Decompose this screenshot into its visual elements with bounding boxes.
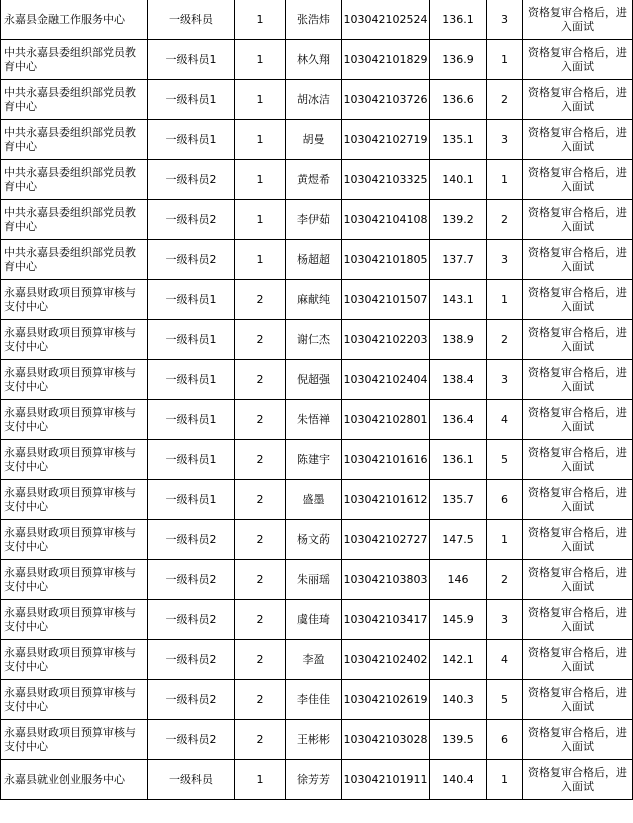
ticket-number-cell: 103042103803 <box>342 560 430 600</box>
ticket-number-cell: 103042101829 <box>342 40 430 80</box>
table-row <box>1 120 633 160</box>
position-cell: 一级科员2 <box>148 640 235 680</box>
table-row <box>1 560 633 600</box>
quota-cell: 1 <box>235 240 286 280</box>
rank-cell: 2 <box>487 200 523 240</box>
remark-cell: 资格复审合格后，进入面试 <box>523 440 633 480</box>
ticket-number-cell: 103042102404 <box>342 360 430 400</box>
unit-cell: 中共永嘉县委组织部党员教育中心 <box>1 40 148 80</box>
remark-cell: 资格复审合格后，进入面试 <box>523 680 633 720</box>
score-cell: 135.7 <box>430 480 487 520</box>
position-cell: 一级科员2 <box>148 680 235 720</box>
position-cell: 一级科员1 <box>148 80 235 120</box>
table-row <box>1 680 633 720</box>
candidate-name-cell: 陈建宇 <box>286 440 342 480</box>
quota-cell: 2 <box>235 440 286 480</box>
candidate-name-cell: 朱悟禅 <box>286 400 342 440</box>
table-row <box>1 480 633 520</box>
position-cell: 一级科员2 <box>148 720 235 760</box>
table-row <box>1 720 633 760</box>
unit-cell: 永嘉县财政项目预算审核与支付中心 <box>1 680 148 720</box>
position-cell: 一级科员1 <box>148 400 235 440</box>
ticket-number-cell: 103042104108 <box>342 200 430 240</box>
position-cell: 一级科员2 <box>148 160 235 200</box>
remark-cell: 资格复审合格后，进入面试 <box>523 200 633 240</box>
table-row <box>1 80 633 120</box>
candidate-name-cell: 朱丽瑶 <box>286 560 342 600</box>
quota-cell: 2 <box>235 480 286 520</box>
ticket-number-cell: 103042101616 <box>342 440 430 480</box>
rank-cell: 2 <box>487 320 523 360</box>
remark-cell: 资格复审合格后，进入面试 <box>523 720 633 760</box>
ticket-number-cell: 103042103028 <box>342 720 430 760</box>
ticket-number-cell: 103042102402 <box>342 640 430 680</box>
table-row <box>1 0 633 40</box>
candidate-name-cell: 王彬彬 <box>286 720 342 760</box>
rank-cell: 3 <box>487 360 523 400</box>
position-cell: 一级科员1 <box>148 40 235 80</box>
position-cell: 一级科员1 <box>148 320 235 360</box>
table-row <box>1 200 633 240</box>
unit-cell: 永嘉县财政项目预算审核与支付中心 <box>1 600 148 640</box>
score-cell: 135.1 <box>430 120 487 160</box>
remark-cell: 资格复审合格后，进入面试 <box>523 120 633 160</box>
unit-cell: 永嘉县财政项目预算审核与支付中心 <box>1 280 148 320</box>
unit-cell: 中共永嘉县委组织部党员教育中心 <box>1 80 148 120</box>
ticket-number-cell: 103042103726 <box>342 80 430 120</box>
score-cell: 145.9 <box>430 600 487 640</box>
remark-cell: 资格复审合格后，进入面试 <box>523 760 633 800</box>
position-cell: 一级科员 <box>148 0 235 40</box>
candidate-name-cell: 黄煜希 <box>286 160 342 200</box>
table-row <box>1 440 633 480</box>
position-cell: 一级科员1 <box>148 480 235 520</box>
candidate-name-cell: 麻献纯 <box>286 280 342 320</box>
rank-cell: 2 <box>487 560 523 600</box>
candidate-name-cell: 李佳佳 <box>286 680 342 720</box>
score-cell: 140.4 <box>430 760 487 800</box>
remark-cell: 资格复审合格后，进入面试 <box>523 240 633 280</box>
quota-cell: 1 <box>235 40 286 80</box>
rank-cell: 1 <box>487 760 523 800</box>
ticket-number-cell: 103042102801 <box>342 400 430 440</box>
score-cell: 143.1 <box>430 280 487 320</box>
unit-cell: 中共永嘉县委组织部党员教育中心 <box>1 120 148 160</box>
quota-cell: 1 <box>235 760 286 800</box>
table-body <box>1 0 633 800</box>
quota-cell: 2 <box>235 720 286 760</box>
ticket-number-cell: 103042101911 <box>342 760 430 800</box>
candidate-name-cell: 李伊茹 <box>286 200 342 240</box>
candidate-name-cell: 杨文菂 <box>286 520 342 560</box>
rank-cell: 1 <box>487 520 523 560</box>
remark-cell: 资格复审合格后，进入面试 <box>523 600 633 640</box>
unit-cell: 永嘉县财政项目预算审核与支付中心 <box>1 360 148 400</box>
table-row <box>1 320 633 360</box>
remark-cell: 资格复审合格后，进入面试 <box>523 320 633 360</box>
rank-cell: 6 <box>487 480 523 520</box>
score-cell: 137.7 <box>430 240 487 280</box>
unit-cell: 永嘉县财政项目预算审核与支付中心 <box>1 400 148 440</box>
candidate-name-cell: 林久翔 <box>286 40 342 80</box>
ticket-number-cell: 103042103417 <box>342 600 430 640</box>
score-cell: 139.2 <box>430 200 487 240</box>
quota-cell: 2 <box>235 680 286 720</box>
quota-cell: 2 <box>235 600 286 640</box>
rank-cell: 5 <box>487 440 523 480</box>
candidate-name-cell: 盛墨 <box>286 480 342 520</box>
position-cell: 一级科员2 <box>148 240 235 280</box>
candidate-name-cell: 张浩炜 <box>286 0 342 40</box>
table-row <box>1 600 633 640</box>
rank-cell: 4 <box>487 640 523 680</box>
ticket-number-cell: 103042102619 <box>342 680 430 720</box>
remark-cell: 资格复审合格后，进入面试 <box>523 40 633 80</box>
rank-cell: 4 <box>487 400 523 440</box>
unit-cell: 永嘉县财政项目预算审核与支付中心 <box>1 440 148 480</box>
ticket-number-cell: 103042102727 <box>342 520 430 560</box>
score-cell: 147.5 <box>430 520 487 560</box>
candidate-name-cell: 李盈 <box>286 640 342 680</box>
table-row <box>1 520 633 560</box>
remark-cell: 资格复审合格后，进入面试 <box>523 360 633 400</box>
quota-cell: 2 <box>235 320 286 360</box>
position-cell: 一级科员2 <box>148 560 235 600</box>
score-cell: 138.4 <box>430 360 487 400</box>
score-cell: 140.3 <box>430 680 487 720</box>
unit-cell: 中共永嘉县委组织部党员教育中心 <box>1 240 148 280</box>
ticket-number-cell: 103042102524 <box>342 0 430 40</box>
ticket-number-cell: 103042102203 <box>342 320 430 360</box>
remark-cell: 资格复审合格后，进入面试 <box>523 0 633 40</box>
ticket-number-cell: 103042101805 <box>342 240 430 280</box>
unit-cell: 永嘉县财政项目预算审核与支付中心 <box>1 520 148 560</box>
quota-cell: 1 <box>235 0 286 40</box>
rank-cell: 1 <box>487 40 523 80</box>
score-cell: 142.1 <box>430 640 487 680</box>
score-cell: 136.1 <box>430 440 487 480</box>
score-cell: 136.9 <box>430 40 487 80</box>
position-cell: 一级科员2 <box>148 200 235 240</box>
table-row <box>1 240 633 280</box>
unit-cell: 永嘉县财政项目预算审核与支付中心 <box>1 560 148 600</box>
position-cell: 一级科员2 <box>148 520 235 560</box>
rank-cell: 6 <box>487 720 523 760</box>
remark-cell: 资格复审合格后，进入面试 <box>523 400 633 440</box>
rank-cell: 1 <box>487 160 523 200</box>
score-cell: 136.1 <box>430 0 487 40</box>
quota-cell: 2 <box>235 640 286 680</box>
candidate-name-cell: 徐芳芳 <box>286 760 342 800</box>
remark-cell: 资格复审合格后，进入面试 <box>523 560 633 600</box>
candidate-name-cell: 倪超强 <box>286 360 342 400</box>
quota-cell: 1 <box>235 200 286 240</box>
unit-cell: 永嘉县财政项目预算审核与支付中心 <box>1 320 148 360</box>
table-row <box>1 160 633 200</box>
position-cell: 一级科员1 <box>148 440 235 480</box>
score-cell: 136.4 <box>430 400 487 440</box>
position-cell: 一级科员1 <box>148 280 235 320</box>
quota-cell: 1 <box>235 80 286 120</box>
remark-cell: 资格复审合格后，进入面试 <box>523 80 633 120</box>
candidate-name-cell: 虞佳琦 <box>286 600 342 640</box>
score-cell: 140.1 <box>430 160 487 200</box>
rank-cell: 3 <box>487 600 523 640</box>
rank-cell: 2 <box>487 80 523 120</box>
position-cell: 一级科员1 <box>148 360 235 400</box>
position-cell: 一级科员1 <box>148 120 235 160</box>
remark-cell: 资格复审合格后，进入面试 <box>523 480 633 520</box>
unit-cell: 永嘉县财政项目预算审核与支付中心 <box>1 720 148 760</box>
unit-cell: 永嘉县财政项目预算审核与支付中心 <box>1 640 148 680</box>
table-row <box>1 40 633 80</box>
remark-cell: 资格复审合格后，进入面试 <box>523 280 633 320</box>
unit-cell: 永嘉县就业创业服务中心 <box>1 760 148 800</box>
unit-cell: 永嘉县财政项目预算审核与支付中心 <box>1 480 148 520</box>
candidate-name-cell: 胡曼 <box>286 120 342 160</box>
ticket-number-cell: 103042101507 <box>342 280 430 320</box>
score-cell: 136.6 <box>430 80 487 120</box>
quota-cell: 2 <box>235 560 286 600</box>
rank-cell: 1 <box>487 280 523 320</box>
quota-cell: 2 <box>235 520 286 560</box>
quota-cell: 1 <box>235 120 286 160</box>
quota-cell: 1 <box>235 160 286 200</box>
rank-cell: 5 <box>487 680 523 720</box>
table-row <box>1 400 633 440</box>
score-cell: 138.9 <box>430 320 487 360</box>
table-row <box>1 280 633 320</box>
unit-cell: 中共永嘉县委组织部党员教育中心 <box>1 200 148 240</box>
rank-cell: 3 <box>487 120 523 160</box>
position-cell: 一级科员 <box>148 760 235 800</box>
table-row <box>1 760 633 800</box>
remark-cell: 资格复审合格后，进入面试 <box>523 520 633 560</box>
quota-cell: 2 <box>235 280 286 320</box>
unit-cell: 永嘉县金融工作服务中心 <box>1 0 148 40</box>
rank-cell: 3 <box>487 240 523 280</box>
quota-cell: 2 <box>235 400 286 440</box>
ticket-number-cell: 103042102719 <box>342 120 430 160</box>
position-cell: 一级科员2 <box>148 600 235 640</box>
table-row <box>1 640 633 680</box>
remark-cell: 资格复审合格后，进入面试 <box>523 160 633 200</box>
candidate-name-cell: 胡冰洁 <box>286 80 342 120</box>
quota-cell: 2 <box>235 360 286 400</box>
table-row <box>1 360 633 400</box>
remark-cell: 资格复审合格后，进入面试 <box>523 640 633 680</box>
candidate-name-cell: 谢仁杰 <box>286 320 342 360</box>
ticket-number-cell: 103042103325 <box>342 160 430 200</box>
rank-cell: 3 <box>487 0 523 40</box>
unit-cell: 中共永嘉县委组织部党员教育中心 <box>1 160 148 200</box>
ticket-number-cell: 103042101612 <box>342 480 430 520</box>
score-cell: 146 <box>430 560 487 600</box>
score-cell: 139.5 <box>430 720 487 760</box>
candidate-name-cell: 杨超超 <box>286 240 342 280</box>
